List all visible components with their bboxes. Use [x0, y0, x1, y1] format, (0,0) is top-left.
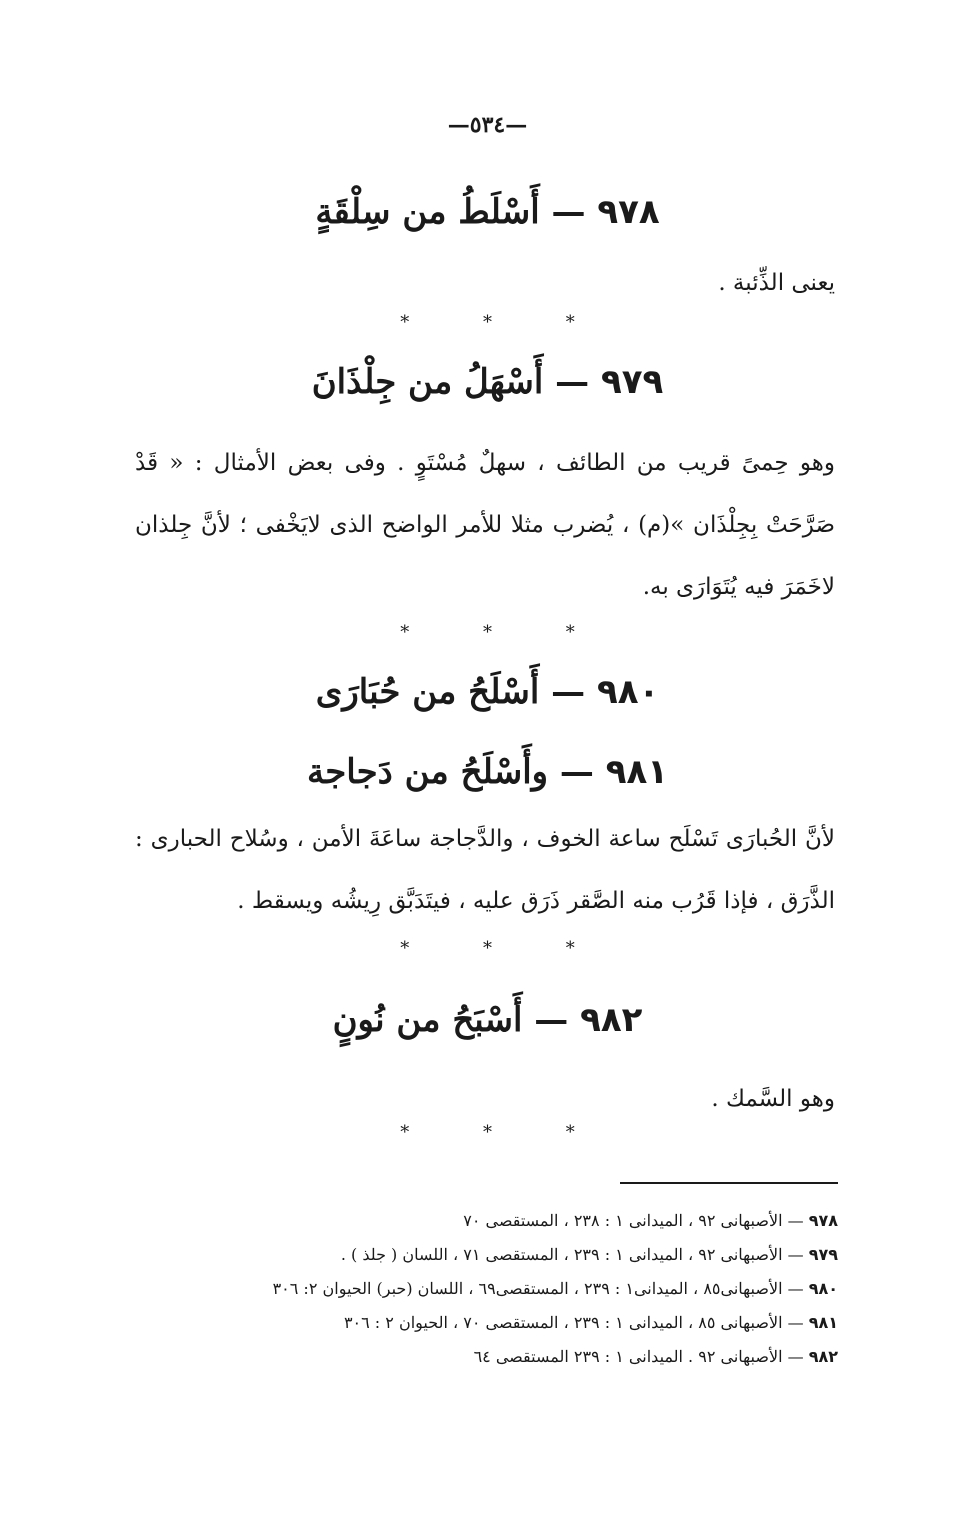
entry-number: ٩٨٠ — [597, 672, 660, 712]
footnote-number: ٩٧٩ — [808, 1245, 838, 1264]
entry-number: ٩٨٢ — [580, 1000, 643, 1040]
footnote-text: — الأصبهانى ٩٢ ، الميدانى ١ : ٢٣٨ ، المستقصى ٧٠ — [463, 1211, 804, 1230]
entry-proverb: — أَسْبَحُ من نُونٍ — [332, 1000, 569, 1040]
section-separator: * * * — [400, 622, 609, 643]
entry-heading — [0, 192, 975, 232]
footnote-number: ٩٨١ — [808, 1313, 838, 1332]
entry-proverb: — أَسْلَطُ من سِلْقَةٍ — [315, 192, 586, 232]
footnote-number: ٩٨٠ — [808, 1279, 838, 1298]
footnotes — [118, 1204, 838, 1374]
entry-proverb: — أَسْهَلُ من جِلْذَانَ — [311, 362, 590, 402]
entry-proverb: — وأَسْلَحُ من دَجاجة — [306, 752, 594, 792]
entry-proverb: — أَسْلَحُ من حُبَارَى — [315, 672, 586, 712]
section-separator: * * * — [400, 938, 609, 959]
entry-heading — [0, 362, 975, 402]
entry-number: ٩٨١ — [605, 752, 669, 792]
footnote — [118, 1340, 838, 1374]
footnote — [118, 1204, 838, 1238]
footnote-rule — [620, 1182, 838, 1184]
page-number: —٥٣٤— — [447, 112, 528, 138]
footnote-text: — الأصبهانى٨٥ ، الميدانى١ : ٢٣٩ ، المستقصى٦٩ ، اللسان (حبر) الحيوان ٢: ٣٠٦ — [272, 1279, 804, 1298]
footnote-number: ٩٧٨ — [808, 1211, 838, 1230]
entry-number: ٩٧٩ — [601, 362, 664, 402]
footnote-text: — الأصبهانى ٨٥ ، الميدانى ١ : ٢٣٩ ، المستقصى ٧٠ ، الحيوان ٢ : ٣٠٦ — [343, 1313, 804, 1332]
footnote — [118, 1306, 838, 1340]
entry-heading — [0, 752, 975, 792]
entry-heading — [0, 672, 975, 712]
footnote-number: ٩٨٢ — [808, 1347, 838, 1366]
footnote-text: — الأصبهانى ٩٢ . الميدانى ١ : ٢٣٩ المستقصى ٦٤ — [473, 1347, 804, 1366]
entry-commentary: وهو السَّمك . — [711, 1086, 835, 1112]
entry-number: ٩٧٨ — [597, 192, 660, 232]
footnote-text: — الأصبهانى ٩٢ ، الميدانى ١ : ٢٣٩ ، المستقصى ٧١ ، اللسان ( جلذ ) . — [340, 1245, 804, 1264]
entry-commentary: لأنَّ الحُبارَى تَسْلَح ساعة الخوف ، والدَّجاجة ساعَةَ الأمن ، وسُلاح الحبارى : الذَّرَق ، فإذا قَرُب منه الصَّقر ذَرَق عليه ، فيتَدَبَّق رِيشُه ويسقط . — [135, 826, 835, 914]
entry-heading — [0, 1000, 975, 1040]
section-separator: * * * — [400, 1122, 609, 1143]
footnote — [118, 1238, 838, 1272]
entry-commentary: وهو حِمىً قريب من الطائف ، سهلٌ مُسْتَوٍ . وفى بعض الأمثال : « قَدْ صَرَّحَتْ بِجِلْذَان »(م) ، يُضرب مثلا للأمر الواضح الذى لايَخْفى ؛ لأنَّ جِلذان لاخَمَرَ فيه يُتَوَارَى به. — [135, 450, 835, 600]
entry-commentary: يعنى الذِّئبة . — [718, 270, 835, 296]
section-separator: * * * — [400, 312, 609, 333]
footnote — [118, 1272, 838, 1306]
